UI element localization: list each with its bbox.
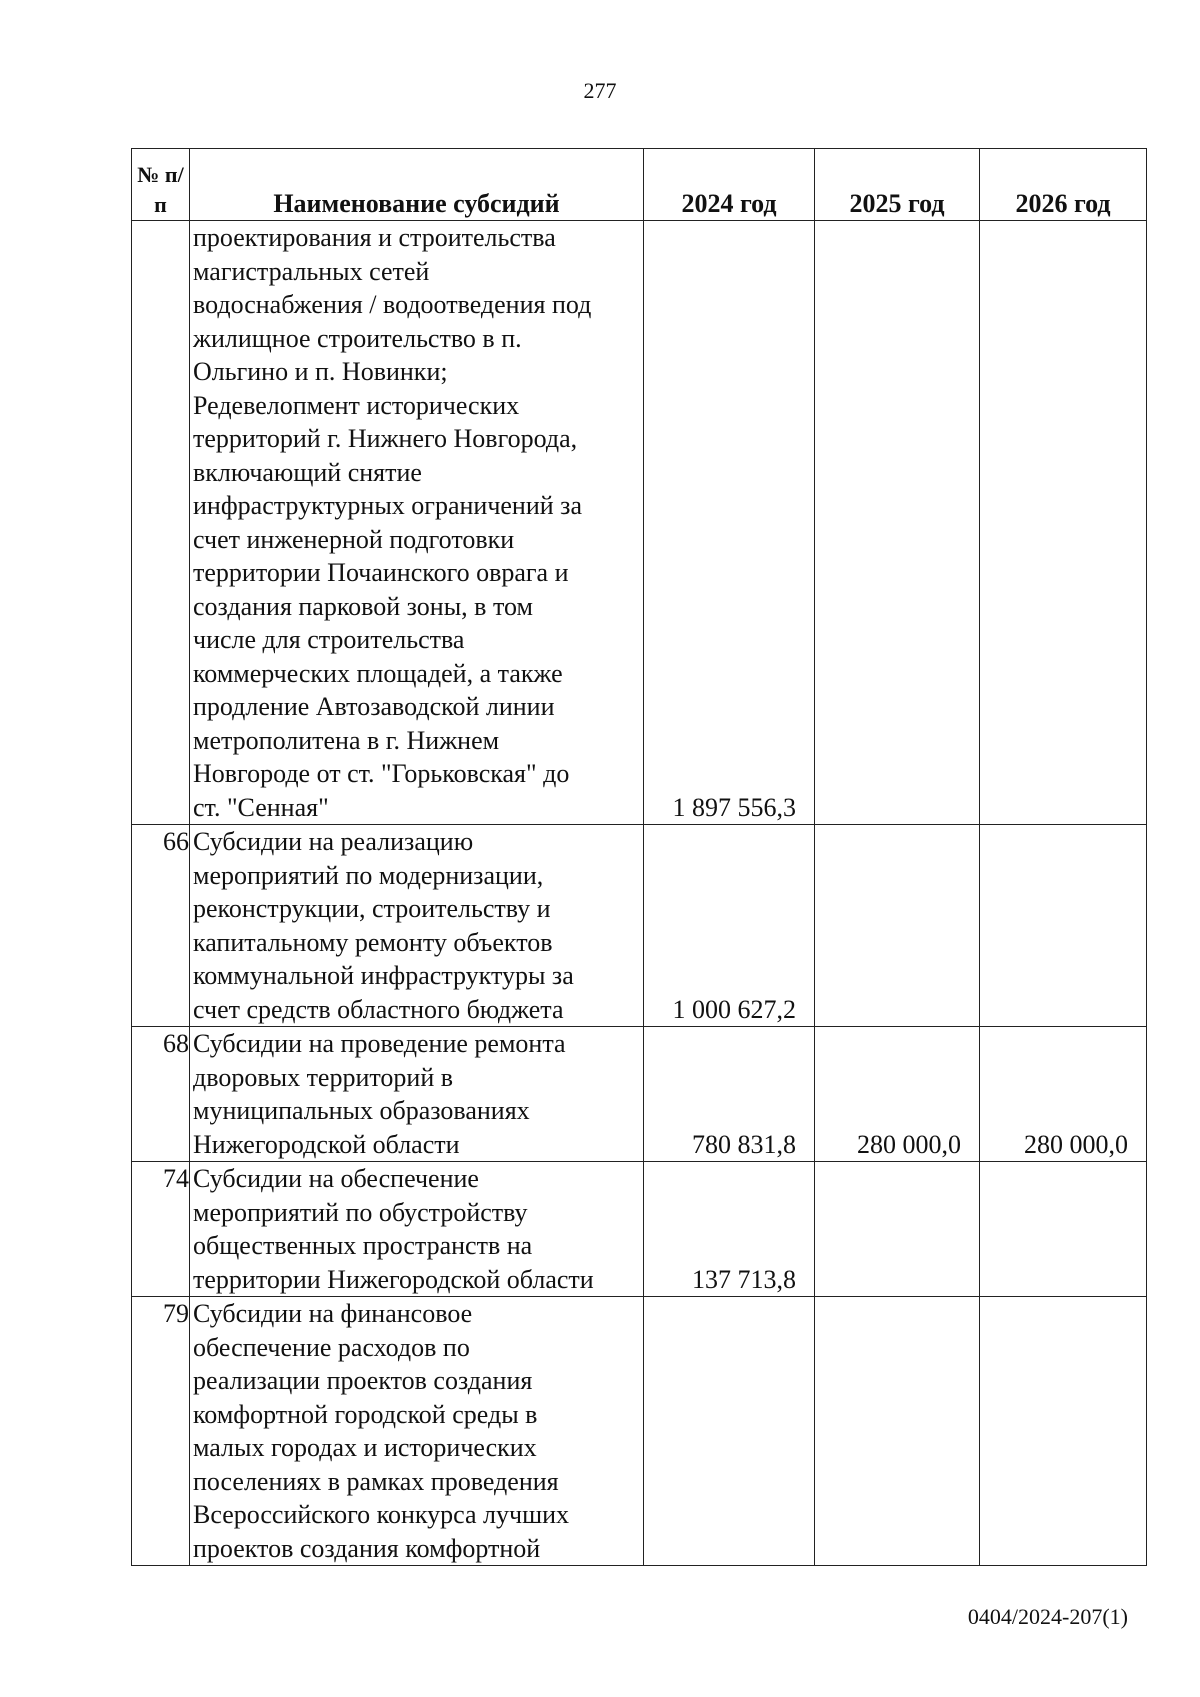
value-2026 (980, 1297, 1147, 1566)
subsidy-name: проектирования и строительства магистральных сетей водоснабжения / водоотведения под жилищное строительство в п. Ольгино и п. Новинки; Редевелопмент исторических территорий г. Нижнего Новгорода, включающий снятие инфраструктурных ограничений за счет инженерной подготовки территории Почаинского оврага и создания парковой зоны, в том числе для строительства коммерческих площадей, а также продление Автозаводской линии метрополитена в г. Нижнем Новгороде от ст. "Горьковская" до ст. "Сенная" (190, 221, 644, 825)
subsidy-name: Субсидии на проведение ремонта дворовых территорий в муниципальных образованиях Нижегородской области (190, 1027, 644, 1162)
row-number: 74 (132, 1162, 190, 1297)
value-2026: 280 000,0 (980, 1027, 1147, 1162)
value-2026 (980, 825, 1147, 1027)
header-2025: 2025 год (815, 149, 980, 221)
value-2024: 137 713,8 (644, 1162, 815, 1297)
document-code: 0404/2024-207(1) (967, 1604, 1128, 1629)
row-number: 68 (132, 1027, 190, 1162)
value-2025 (815, 1297, 980, 1566)
table-row (132, 1297, 1147, 1566)
value-2024 (644, 1297, 815, 1566)
row-number: 66 (132, 825, 190, 1027)
table-row (132, 1162, 1147, 1297)
value-2025: 280 000,0 (815, 1027, 980, 1162)
value-2024: 1 000 627,2 (644, 825, 815, 1027)
value-2026 (980, 1162, 1147, 1297)
subsidies-table (131, 148, 1147, 1566)
value-2026 (980, 221, 1147, 825)
table-row (132, 825, 1147, 1027)
header-num: № п/п (132, 149, 190, 221)
table-header-row (132, 149, 1147, 221)
header-2024: 2024 год (644, 149, 815, 221)
row-number: 79 (132, 1297, 190, 1566)
subsidy-name: Субсидии на обеспечение мероприятий по обустройству общественных пространств на территории Нижегородской области (190, 1162, 644, 1297)
header-2026: 2026 год (980, 149, 1147, 221)
row-number (132, 221, 190, 825)
subsidy-name: Субсидии на финансовое обеспечение расходов по реализации проектов создания комфортной городской среды в малых городах и исторических поселениях в рамках проведения Всероссийского конкурса лучших проектов создания комфортной (190, 1297, 644, 1566)
header-name: Наименование субсидий (190, 149, 644, 221)
value-2024: 1 897 556,3 (644, 221, 815, 825)
table-row (132, 1027, 1147, 1162)
table-row (132, 221, 1147, 825)
value-2025 (815, 221, 980, 825)
value-2025 (815, 1162, 980, 1297)
value-2024: 780 831,8 (644, 1027, 815, 1162)
subsidy-name: Субсидии на реализацию мероприятий по модернизации, реконструкции, строительству и капитальному ремонту объектов коммунальной инфраструктуры за счет средств областного бюджета (190, 825, 644, 1027)
page-number: 277 (583, 78, 617, 103)
value-2025 (815, 825, 980, 1027)
